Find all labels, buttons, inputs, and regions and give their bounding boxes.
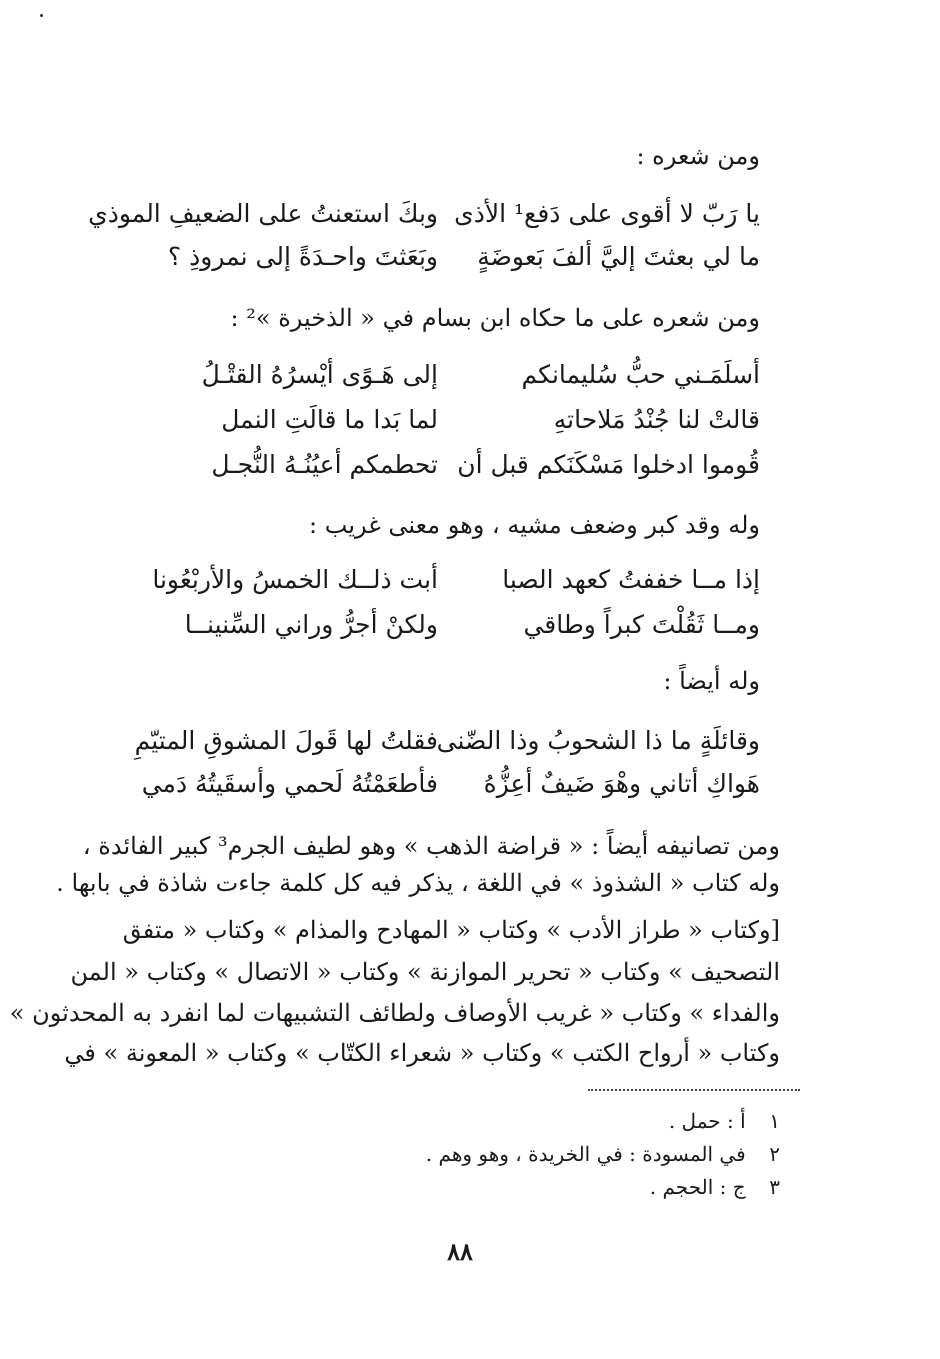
verse-line [128, 607, 760, 643]
verse-first-hemistich: قُوموا ادخلوا مَسْكَنَكم قبل أن [457, 450, 760, 479]
footnote-text: ج : الحجم . [649, 1175, 746, 1199]
prose-line: [وكتاب « طراز الأدب » وكتاب « المهادح والمذام » وكتاب « متفق [122, 916, 780, 944]
verse-second-hemistich: وبَعَثتَ واحـدَةً إلى نمروذِ ؟ [167, 242, 438, 271]
verse-line [128, 447, 760, 483]
verse-first-hemistich: ما لي بعثتَ إليَّ ألفَ بَعوضَةٍ [477, 242, 760, 271]
footnote [220, 1174, 780, 1200]
prose-line: ومن تصانيفه أيضاً : « قراضة الذهب » وهو لطيف الجرم³ كبير الفائدة ، [82, 832, 780, 860]
footnote-number: ٢ [769, 1142, 780, 1166]
scan-speck [40, 14, 43, 17]
verse-first-hemistich: ومــا ثَقُلْتَ كبراً وطاقي [523, 610, 760, 639]
heading-old-age: وله وقد كبر وضعف مشيه ، وهو معنى غريب : [309, 511, 760, 539]
verse-line [128, 402, 760, 438]
verse-second-hemistich: أبت ذلــك الخمسُ والأربْعُونا [152, 565, 438, 594]
verse-second-hemistich: تحطمكم أعيُنُـهُ النُّجـل [211, 450, 438, 479]
footnote-text: في المسودة : في الخريدة ، وهو وهم . [425, 1142, 746, 1166]
verse-second-hemistich: ولكنْ أجرُّ وراني السِّنينــا [184, 610, 438, 639]
verse-second-hemistich: إلى هَـوًى أيْسرُهُ القتْـلُ [201, 360, 438, 389]
verse-second-hemistich: لما بَدا ما قالَتِ النمل [221, 405, 438, 434]
footnote-text: أ : حمل . [668, 1109, 746, 1133]
verse-line [128, 239, 760, 275]
verse-line [128, 723, 760, 759]
page-number: ٨٨ [447, 1237, 473, 1266]
verse-first-hemistich: هَواكِ أتاني وهْوَ ضَيفٌ أعِزُّهُ [483, 769, 760, 798]
prose-line: وكتاب « أرواح الكتب » وكتاب « شعراء الكتّاب » وكتاب « المعونة » في [64, 1039, 780, 1067]
verse-first-hemistich: إذا مــا خففتُ كعهد الصبا [502, 565, 760, 594]
verse-line [128, 357, 760, 393]
verse-first-hemistich: أسلَمَـني حبُّ سُليمانكم [521, 360, 760, 389]
verse-first-hemistich: قالتْ لنا جُنْدُ مَلاحاتهِ [553, 405, 760, 434]
prose-line: التصحيف » وكتاب « تحرير الموازنة » وكتاب « الاتصال » وكتاب « المن [70, 958, 780, 986]
verse-line [128, 766, 760, 802]
footnote-separator [588, 1089, 800, 1091]
verse-line [128, 562, 760, 598]
verse-first-hemistich: وقائلَةٍ ما ذا الشحوبُ وذا الضّنى [436, 726, 760, 755]
prose-line: وله كتاب « الشذوذ » في اللغة ، يذكر فيه كل كلمة جاءت شاذة في بابها . [56, 869, 780, 897]
heading-dhakhira: ومن شعره على ما حكاه ابن بسام في « الذخيرة »² : [230, 304, 760, 332]
footnote [220, 1141, 780, 1167]
footnote [220, 1108, 780, 1134]
heading-also: وله أيضاً : [663, 667, 760, 695]
verse-second-hemistich: فأطعَمْتُهُ لَحمي وأسقَيتُهُ دَمي [141, 769, 438, 798]
verse-first-hemistich: يا رَبّ لا أقوى على دَفع¹ الأذى [454, 199, 760, 228]
prose-line: والفداء » وكتاب « غريب الأوصاف ولطائف التشبيهات لما انفرد به المحدثون » [9, 999, 780, 1027]
footnote-number: ١ [769, 1109, 780, 1133]
heading-his-poetry: ومن شعره : [636, 142, 760, 170]
verse-second-hemistich: فقلتُ لها قَولَ المشوقِ المتيّمِ [134, 726, 438, 755]
footnote-number: ٣ [769, 1175, 780, 1199]
verse-line [88, 196, 760, 232]
verse-second-hemistich: وبكَ استعنتُ على الضعيفِ الموذي [88, 199, 438, 228]
